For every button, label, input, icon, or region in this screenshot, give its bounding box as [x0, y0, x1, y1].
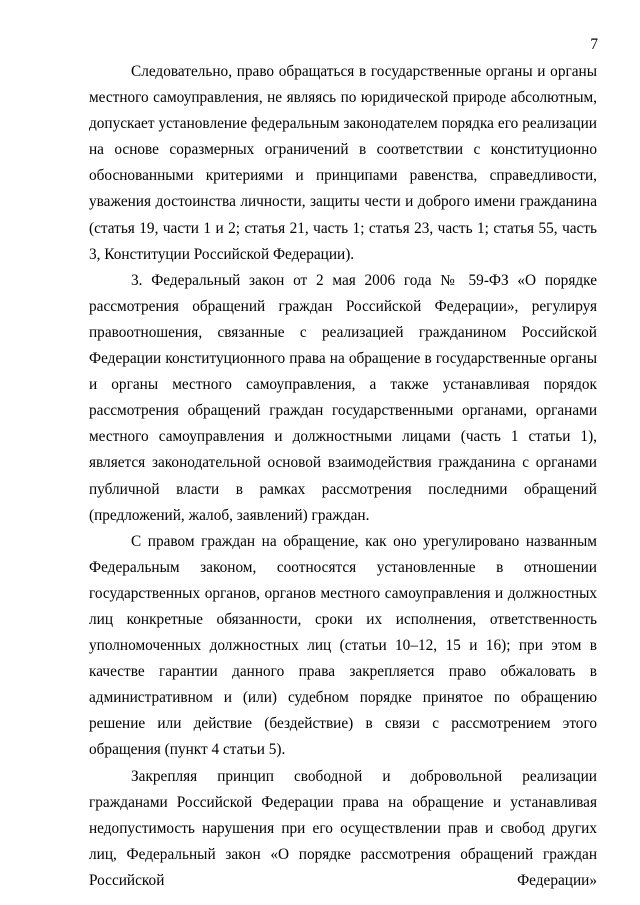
paragraph-2: 3. Федеральный закон от 2 мая 2006 года № 59-ФЗ «О порядке рассмотрения обращений граждан Российской Федерации», регулируя правоотношения, связанные с реализацией гражданином Российской Федерации конституционного права на обращение в государственные органы и органы местного самоуправления, а также устанавливая порядок рассмотрения обращений граждан государственными органами, органами местного самоуправления и должностными лицами (часть 1 статьи 1), является законодательной основой взаимодействия гражданина с органами публичной власти в рамках рассмотрения последними обращений (предложений, жалоб, заявлений) граждан. — [89, 271, 597, 524]
page-number: 7 — [590, 36, 598, 53]
paragraph-1: Следовательно, право обращаться в государственные органы и органы местного самоуправления, не являясь по юридической природе абсолютным, допускает установление федеральным законодателем порядка его реализации на основе соразмерных ограничений в соответствии с конституционно обоснованными критериями и принципами равенства, справедливости, уважения достоинства личности, защиты чести и доброго имени гражданина (статья 19, части 1 и 2; статья 21, часть 1; статья 23, часть 1; статья 55, часть 3, Конституции Российской Федерации). — [89, 63, 597, 263]
document-body — [89, 59, 597, 894]
paragraph-3: С правом граждан на обращение, как оно урегулировано названным Федеральным законом, соотносятся установленные в отношении государственных органов, органов местного самоуправления и должностных лиц конкретные обязанности, сроки их исполнения, ответственность уполномоченных должностных лиц (статьи 10–12, 15 и 16); при этом в качестве гарантии данного права закрепляется право обжаловать в административном и (или) судебном порядке принятое по обращению решение или действие (бездействие) в связи с рассмотрением этого обращения (пункт 4 статьи 5). — [89, 532, 597, 759]
paragraph-4: Закрепляя принцип свободной и добровольной реализации гражданами Российской Федерации права на обращение и устанавливая недопустимость нарушения при его осуществлении прав и свобод других лиц, Федеральный закон «О порядке рассмотрения обращений граждан Российской Федерации» — [89, 767, 597, 889]
